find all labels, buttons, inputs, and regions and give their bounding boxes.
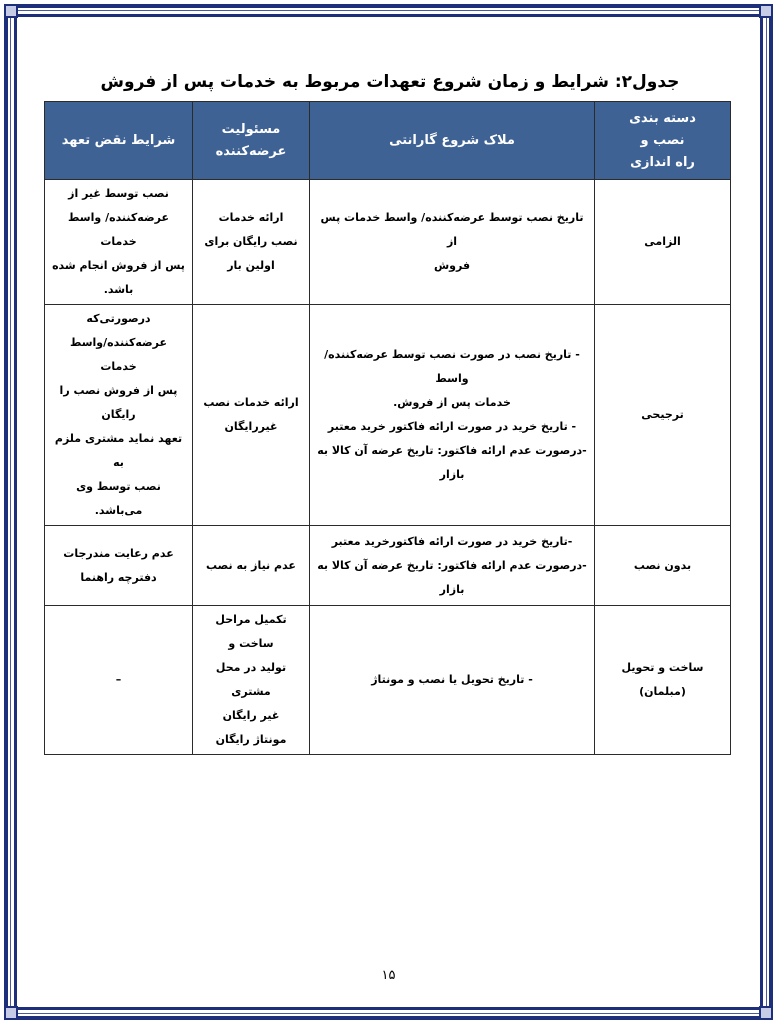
cell-category: ساخت و تحویل (مبلمان)	[595, 606, 731, 755]
header-warranty-criterion: ملاک شروع گارانتی	[310, 102, 595, 180]
cell-breach: درصورتی‌که عرضه‌کننده/واسط خدمات پس از فروش نصب را رایگان تعهد نماید مشتری ملزم به نصب توسط وی می‌باشد.	[45, 305, 193, 526]
header-supplier-responsibility: مسئولیت عرضه‌کننده	[193, 102, 310, 180]
border-corner-bottom-right	[759, 1006, 773, 1020]
table-row	[45, 180, 731, 305]
table-row	[45, 305, 731, 526]
cell-responsibility: عدم نیاز به نصب	[193, 526, 310, 606]
header-category: دسته بندی نصب و راه اندازی	[595, 102, 731, 180]
border-corner-bottom-left	[4, 1006, 18, 1020]
cell-responsibility: تکمیل مراحل ساخت و تولید در محل مشتری غیر رایگان مونتاژ رایگان	[193, 606, 310, 755]
cell-criterion: تاریخ نصب توسط عرضه‌کننده/ واسط خدمات پس از فروش	[310, 180, 595, 305]
cell-category: ترجیحی	[595, 305, 731, 526]
table-row	[45, 526, 731, 606]
table-row	[45, 606, 731, 755]
cell-category: بدون نصب	[595, 526, 731, 606]
cell-category: الزامی	[595, 180, 731, 305]
cell-responsibility: ارائه خدمات نصب غیررایگان	[193, 305, 310, 526]
table-header-row	[45, 102, 731, 180]
page-number: ۱۵	[381, 968, 396, 983]
table-title: جدول۲: شرایط و زمان شروع تعهدات مربوط به خدمات پس از فروش	[100, 72, 680, 92]
cell-breach: عدم رعایت مندرجات دفترچه راهنما	[45, 526, 193, 606]
cell-criterion: - تاریخ نصب در صورت نصب توسط عرضه‌کننده/واسط خدمات پس از فروش. - تاریخ خرید در صورت ارائه فاکتور خرید معتبر -درصورت عدم ارائه فاکتور: تاریخ عرضه آن کالا به بازار	[310, 305, 595, 526]
border-corner-top-right	[759, 4, 773, 18]
cell-breach: –	[45, 606, 193, 755]
warranty-terms-table	[44, 101, 731, 755]
cell-breach: نصب توسط غیر از عرضه‌کننده/ واسط خدمات پس از فروش انجام شده باشد.	[45, 180, 193, 305]
cell-criterion: - تاریخ تحویل یا نصب و مونتاژ	[310, 606, 595, 755]
header-breach-conditions: شرایط نقض تعهد	[45, 102, 193, 180]
cell-criterion: -تاریخ خرید در صورت ارائه فاکتورخرید معتبر -درصورت عدم ارائه فاکتور: تاریخ عرضه آن کالا به بازار	[310, 526, 595, 606]
cell-responsibility: ارائه خدمات نصب رایگان برای اولین بار	[193, 180, 310, 305]
border-corner-top-left	[4, 4, 18, 18]
